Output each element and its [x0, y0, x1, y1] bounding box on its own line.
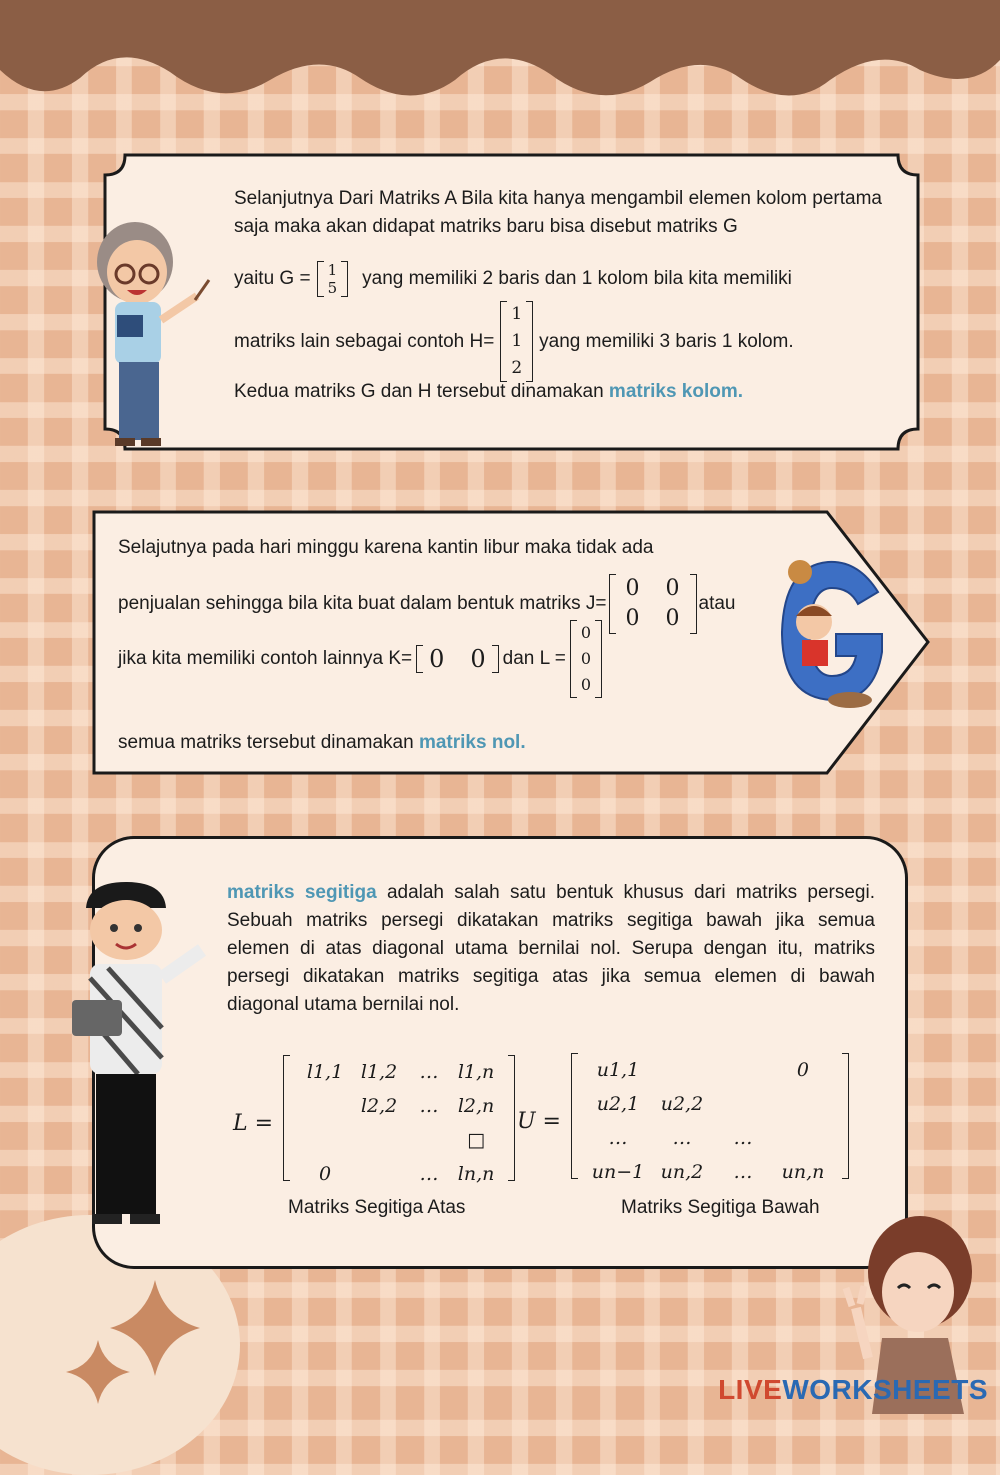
- line-1: Selajutnya pada hari minggu karena kantin libur maka tidak ada: [118, 537, 654, 558]
- keyword-matriks-segitiga: matriks segitiga: [227, 882, 377, 903]
- matrix-cell: 1: [327, 261, 338, 279]
- matrix-cell: l2,n: [457, 1095, 495, 1117]
- matrix-cell: u2,1: [596, 1093, 640, 1115]
- matrix-cell: [772, 1121, 834, 1155]
- matrix-cell: …: [419, 1061, 439, 1083]
- matrix-l-label: L =: [233, 1110, 274, 1136]
- matrix-cell: [352, 1157, 406, 1191]
- matrix-cell: 0: [580, 623, 592, 642]
- matrix-cell: …: [733, 1127, 753, 1149]
- matrix-cell: 0: [625, 606, 640, 631]
- matrix-l-grid: [290, 1055, 508, 1191]
- brand-lead: LIVE: [718, 1374, 783, 1405]
- matrix-cell: …: [419, 1163, 439, 1185]
- matrix-cell: [298, 1089, 352, 1123]
- matrix-cell: l1,n: [457, 1061, 495, 1083]
- line-2-prefix: penjualan sehingga bila kita buat dalam bentuk matriks J=: [118, 593, 607, 614]
- g-suffix: yang memiliki 2 baris dan 1 kolom bila kita memiliki: [362, 268, 792, 289]
- matrix-l-upper: [233, 1055, 515, 1191]
- matrix-cell: …: [608, 1127, 628, 1149]
- paragraph-body: adalah salah satu bentuk khusus dari matriks persegi. Sebuah matriks persegi dikatakan matriks segitiga bawah jika semua elemen di atas diagonal utama bernilai nol. Serupa dengan itu, matriks persegi dikatakan matriks segitiga atas jika semua elemen di bawah diagonal utama bernilai nol.: [227, 882, 875, 1015]
- brand-rest: WORKSHEETS: [782, 1374, 988, 1405]
- matrix-cell: [650, 1053, 714, 1087]
- matrix-cell: l2,2: [360, 1095, 398, 1117]
- matrix-cell: 1: [511, 304, 523, 324]
- triangular-matrix-card: [92, 836, 908, 1269]
- matrix-g: [317, 261, 349, 297]
- matrix-l: [570, 620, 602, 698]
- teacher-batik-illustration: [68, 878, 213, 1228]
- matrix-j: [609, 574, 697, 634]
- matrix-h: [500, 301, 533, 382]
- matrix-column-card: [103, 153, 920, 451]
- line-3-mid: dan L =: [502, 648, 566, 669]
- matrix-cell: u1,1: [596, 1059, 640, 1081]
- matrix-cell: [298, 1123, 352, 1157]
- matrix-cell: [714, 1053, 772, 1087]
- top-drip-decoration: [0, 0, 1000, 115]
- matrix-cell: ln,n: [457, 1163, 495, 1185]
- matrix-u-grid: [578, 1053, 842, 1189]
- matrix-u-label: U =: [517, 1108, 561, 1134]
- matrix-cell: 0: [625, 576, 640, 601]
- matrix-cell: 0: [796, 1059, 810, 1081]
- matrix-cell: 0: [429, 645, 445, 673]
- matrix-cell: [352, 1123, 406, 1157]
- matrix-cell: 0: [319, 1163, 332, 1185]
- matrix-cell: 0: [580, 649, 592, 668]
- matrix-cell: un,2: [660, 1161, 704, 1183]
- matrix-cell: 5: [327, 279, 338, 297]
- h-prefix: matriks lain sebagai contoh H=: [234, 330, 495, 352]
- closing-text: semua matriks tersebut dinamakan: [118, 732, 414, 753]
- caption-lower-triangular: Matriks Segitiga Bawah: [621, 1197, 820, 1218]
- g-prefix: yaitu G =: [234, 268, 311, 289]
- matrix-u-lower: [517, 1053, 849, 1189]
- line-3-prefix: jika kita memiliki contoh lainnya K=: [118, 648, 413, 669]
- caption-upper-triangular: Matriks Segitiga Atas: [288, 1197, 466, 1218]
- matrix-cell: 1: [511, 331, 523, 351]
- matrix-cell: 0: [665, 606, 680, 631]
- matrix-cell: un−1: [591, 1161, 645, 1183]
- closing-text: Kedua matriks G dan H tersebut dinamakan: [234, 381, 604, 402]
- matrix-cell: [772, 1087, 834, 1121]
- matrix-cell: 0: [470, 645, 486, 673]
- matrix-cell: l1,2: [360, 1061, 398, 1083]
- matrix-cell: u2,2: [660, 1093, 704, 1115]
- intro-paragraph: Selanjutnya Dari Matriks A Bila kita hanya mengambil elemen kolom pertama saja maka akan didapat matriks baru bisa disebut matriks G: [234, 188, 882, 237]
- matrix-cell: 0: [665, 576, 680, 601]
- matrix-cell: [406, 1123, 452, 1157]
- sparkle-decoration: [60, 1270, 220, 1410]
- matrix-cell: un,n: [781, 1161, 825, 1183]
- matrix-cell: 2: [511, 358, 523, 378]
- liveworksheets-logo: [718, 1374, 988, 1406]
- keyword-matriks-nol: matriks nol.: [418, 732, 526, 753]
- matrix-cell: 0: [580, 675, 592, 694]
- triangular-paragraph: [227, 879, 875, 1019]
- letter-g-illustration: [770, 552, 900, 712]
- matrix-cell: …: [419, 1095, 439, 1117]
- matrix-cell: [714, 1087, 772, 1121]
- matrix-cell: …: [672, 1127, 692, 1149]
- teacher-illustration: [85, 210, 220, 450]
- matrix-k: [416, 645, 499, 673]
- matrix-cell: …: [733, 1161, 753, 1183]
- h-suffix: yang memiliki 3 baris 1 kolom.: [539, 330, 794, 352]
- matrix-cell: □: [467, 1129, 486, 1151]
- matrix-cell: l1,1: [306, 1061, 344, 1083]
- keyword-matriks-kolom: matriks kolom.: [608, 381, 744, 402]
- line-2-suffix: atau: [698, 593, 736, 614]
